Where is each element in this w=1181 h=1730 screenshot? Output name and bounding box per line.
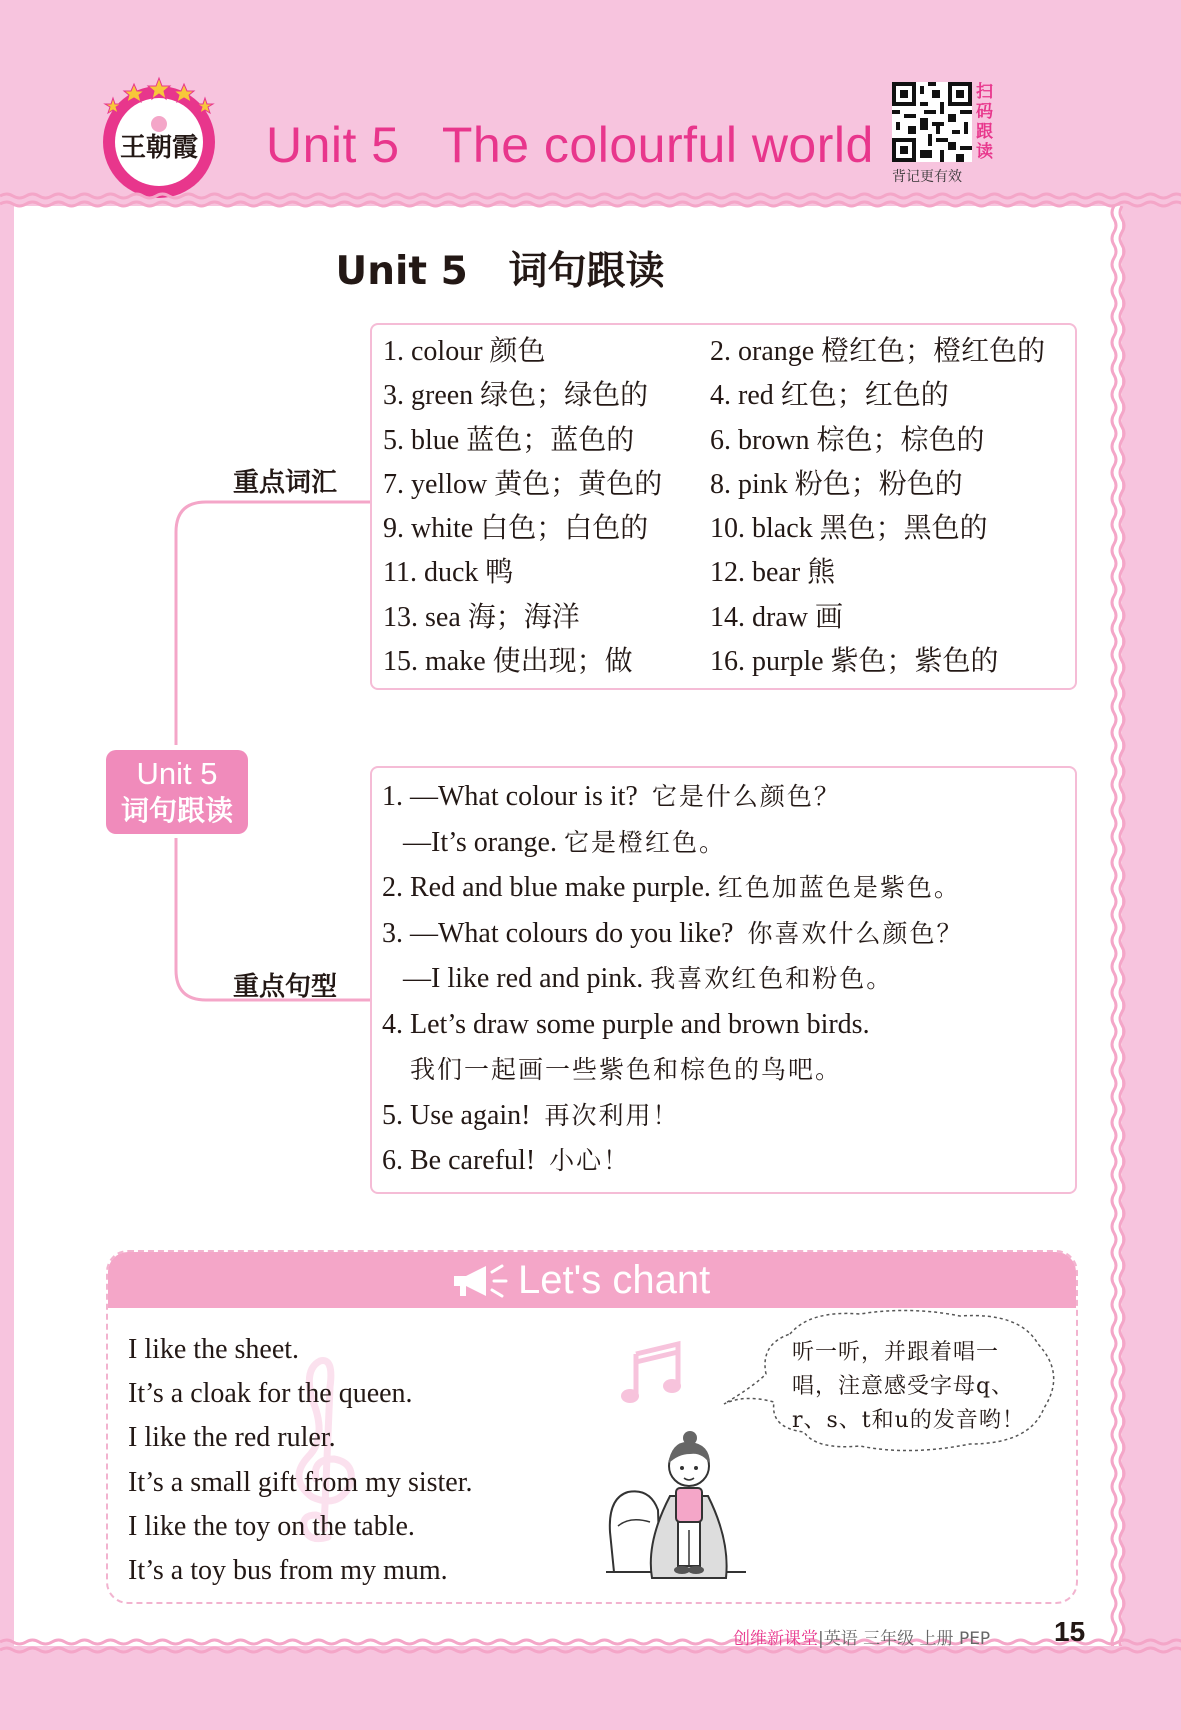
- qr-code[interactable]: [892, 82, 972, 162]
- sentence-chinese: 它是橙红色。: [563, 827, 726, 857]
- vocab-item: 11. duck 鸭: [383, 557, 514, 589]
- bottom-wave-divider: [0, 1634, 1181, 1658]
- course-info: |英语 三年级 上册 PEP: [818, 1629, 991, 1649]
- sentence-chinese: 你喜欢什么颜色？: [747, 918, 964, 948]
- qr-char: 跟: [976, 122, 993, 142]
- sentence-english: 3. —What colours do you like?: [382, 917, 734, 949]
- vocab-item: 8. pink 粉色；粉色的: [710, 468, 963, 500]
- sentence-item: [382, 1002, 1072, 1048]
- unit-title: Unit 5 The colourful world: [266, 117, 874, 173]
- vocab-column-right: [710, 330, 1070, 684]
- sentence-item: [382, 774, 1072, 820]
- chant-panel: [106, 1250, 1078, 1604]
- sentence-english: —I like red and pink.: [382, 963, 644, 994]
- chant-line: It’s a small gift from my sister.: [128, 1466, 473, 1498]
- qr-scan-prompt: [976, 82, 996, 162]
- sentence-chinese: 我喜欢红色和粉色。: [650, 964, 894, 993]
- chant-line: It’s a toy bus from my mum.: [128, 1554, 448, 1586]
- page-number: 15: [1054, 1616, 1086, 1647]
- vocab-item: 12. bear 熊: [710, 557, 836, 589]
- vocab-item: 9. white 白色；白色的: [383, 513, 649, 545]
- sentence-item: [382, 1138, 1072, 1184]
- megaphone-icon: [448, 1260, 512, 1302]
- qr-char: 扫: [976, 82, 993, 102]
- root-node-title: Unit 5: [136, 756, 218, 791]
- brand-logo-seal: [96, 76, 222, 202]
- sentence-chinese: 我们一起画一些紫色和棕色的鸟吧。: [410, 1055, 843, 1084]
- sentence-item: [382, 911, 1072, 957]
- root-node: [106, 750, 248, 834]
- chant-line: I like the toy on the table.: [128, 1510, 415, 1542]
- vocab-item: 5. blue 蓝色；蓝色的: [383, 424, 635, 456]
- section-title: Unit 5 词句跟读: [335, 249, 665, 294]
- vocab-column-left: [383, 330, 693, 684]
- sentence-english: —It’s orange.: [382, 826, 557, 858]
- vocab-item: 6. brown 棕色；棕色的: [710, 424, 985, 456]
- sentence-english: 6. Be careful!: [382, 1145, 536, 1176]
- chant-line: It’s a cloak for the queen.: [128, 1378, 413, 1410]
- sentence-item: [382, 956, 1072, 1002]
- root-node-subtitle: 词句跟读: [120, 794, 233, 827]
- chant-line: I like the sheet.: [128, 1334, 300, 1365]
- sentence-item: [382, 865, 1072, 911]
- vocab-branch-label: 重点词汇: [233, 468, 338, 498]
- vocab-item: 10. black 黑色；黑色的: [710, 513, 988, 545]
- sentence-english: [382, 1054, 410, 1085]
- vocab-item: 7. yellow 黄色；黄色的: [383, 468, 663, 500]
- qr-char: 读: [976, 142, 993, 162]
- vocab-item: 16. purple 紫色；紫色的: [710, 646, 999, 678]
- mindmap-connector: [96, 440, 396, 1020]
- sentence-chinese: 红色加蓝色是紫色。: [717, 873, 961, 902]
- sentence-list: [382, 774, 1072, 1184]
- sentence-branch-label: 重点句型: [233, 972, 338, 1002]
- vocab-item: 13. sea 海；海洋: [383, 601, 580, 633]
- chant-title: Let's chant: [518, 1258, 711, 1302]
- book-info: [733, 1624, 990, 1649]
- qr-caption: 背记更有效: [892, 169, 962, 185]
- series-name: 创维新课堂: [733, 1629, 818, 1649]
- vocab-item: 14. draw 画: [710, 601, 843, 633]
- chant-lines: [128, 1328, 473, 1593]
- sentence-chinese: 小心！: [549, 1146, 631, 1175]
- sentence-item: [382, 820, 1072, 866]
- logo-lettering: 王朝霞: [119, 133, 199, 163]
- sentence-english: 2. Red and blue make purple.: [382, 872, 711, 903]
- sentence-english: 5. Use again!: [382, 1099, 531, 1131]
- sentence-item: [382, 1047, 1072, 1093]
- vocab-item: 15. make 使出现；做: [383, 646, 633, 678]
- sentence-english: 4. Let’s draw some purple and brown birds.: [382, 1008, 870, 1040]
- vocab-item: 1. colour 颜色: [383, 336, 546, 367]
- chant-line: I like the red ruler.: [128, 1422, 336, 1454]
- sentence-item: [382, 1093, 1072, 1139]
- vocab-item: 4. red 红色；红色的: [710, 380, 949, 412]
- top-wave-divider: [0, 188, 1181, 212]
- qr-char: 码: [976, 102, 993, 122]
- music-notes-icon: [620, 1336, 690, 1408]
- right-wave-border: [1100, 206, 1136, 1646]
- sentence-chinese: 再次利用！: [544, 1100, 680, 1130]
- vocab-item: 2. orange 橙红色；橙红色的: [710, 336, 1046, 367]
- vocab-item: 3. green 绿色；绿色的: [383, 380, 649, 412]
- speech-bubble-text: 听一听，并跟着唱一唱，注意感受字母q、r、s、t和u的发音哟！: [792, 1340, 1025, 1433]
- sentence-english: 1. —What colour is it?: [382, 781, 638, 812]
- sentence-chinese: 它是什么颜色？: [651, 782, 841, 811]
